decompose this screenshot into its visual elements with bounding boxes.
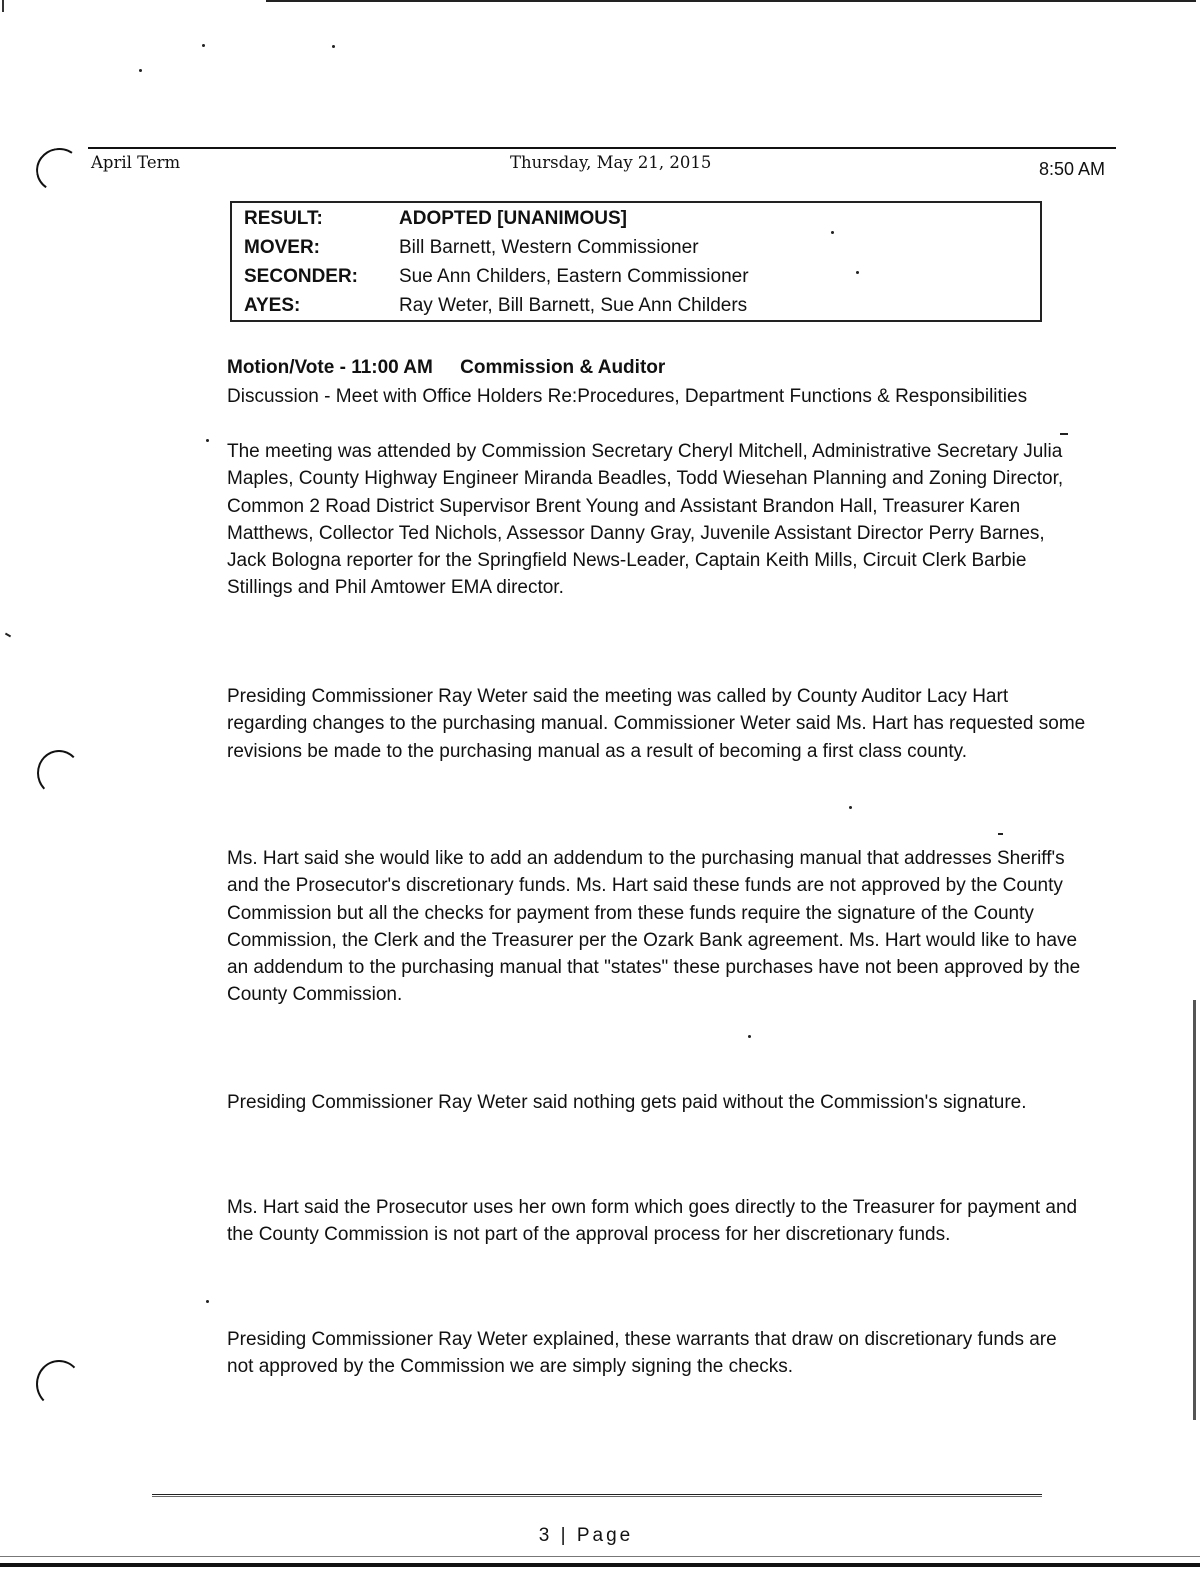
scan-speck [1060,433,1068,435]
scan-speck [748,1035,751,1038]
vote-key: SECONDER: [244,266,359,287]
scan-speck [5,633,11,638]
vote-key: AYES: [244,295,301,316]
motion-label: Motion/Vote - [227,357,346,378]
paragraph: Ms. Hart said she would like to add an addendum to the purchasing manual that addresses Sheriff's and the Prosecutor's discretionary funds. Ms. Hart said these funds are not approved by the County Commission but all the checks for payment from these funds require the signature of the County Commission, the Clerk and the Treasurer per the Ozark Bank agreement. Ms. Hart would like to have an addendum to the purchasing manual that "states" these purchases have not been approved by the County Commission. [227,848,1081,1006]
motion-topic: Commission & Auditor [460,357,666,378]
vote-value: Sue Ann Childers, Eastern Commissioner [399,266,749,287]
punch-hole [36,1360,82,1408]
scan-speck [206,439,209,442]
punch-hole [37,750,81,796]
paragraph-attendees: The meeting was attended by Commission Secretary Cheryl Mitchell, Administrative Secretary Julia Maples, County Highway Engineer Miranda Beadles, Todd Wiesehan Planning and Zoning Director, Common 2 Road District Supervisor Brent Young and Assistant Brandon Hall, Treasurer Karen Matthews, Collector Ted Nichols, Assessor Danny Gray, Juvenile Assistant Director Perry Barnes, Jack Bologna reporter for the Springfield News-Leader, Captain Keith Mills, Circuit Clerk Barbie Stillings and Phil Amtower EMA director. [227,441,1064,599]
scan-speck [202,44,205,47]
scan-speck [849,806,852,809]
footer-rule [152,1494,1042,1495]
vote-result-box [230,201,1042,322]
scan-edge-bottom [0,1563,1200,1567]
paragraph: Presiding Commissioner Ray Weter said nothing gets paid without the Commission's signature. [227,1092,1027,1113]
header-time: 8:50 AM [1039,159,1106,179]
punch-hole [33,144,86,195]
vote-key: RESULT: [244,208,323,229]
scan-mark [2,0,4,12]
paragraph: Presiding Commissioner Ray Weter explained, these warrants that draw on discretionary funds are not approved by the Commission we are simply signing the checks. [227,1329,1057,1378]
vote-value: ADOPTED [UNANIMOUS] [399,208,627,229]
header-rule [88,147,1116,149]
scan-edge-line [266,0,1196,2]
vote-value: Bill Barnett, Western Commissioner [399,237,699,258]
scan-edge-right [1193,1000,1196,1420]
scan-speck [332,45,335,48]
paragraph: Ms. Hart said the Prosecutor uses her own form which goes directly to the Treasurer for payment and the County Commission is not part of the approval process for her discretionary funds. [227,1197,1078,1246]
motion-time: 11:00 AM [351,357,433,378]
scan-speck [998,833,1003,835]
scan-speck [206,1300,209,1303]
header-date: Thursday, May 21, 2015 [510,153,712,172]
scan-edge-bottom [0,1556,1200,1557]
header-term: April Term [91,153,181,172]
scan-speck [139,69,142,72]
paragraph: Presiding Commissioner Ray Weter said the meeting was called by County Auditor Lacy Hart regarding changes to the purchasing manual. Commissioner Weter said Ms. Hart has requested some revisions be made to the purchasing manual as a result of becoming a first class county. [227,686,1086,762]
discussion-line: Discussion - Meet with Office Holders Re:Procedures, Department Functions & Responsibilities [227,386,1028,407]
page-number: 3 | Page [538,1525,634,1546]
motion-heading [227,357,665,379]
footer-rule [152,1496,1042,1497]
vote-key: MOVER: [244,237,320,258]
vote-value: Ray Weter, Bill Barnett, Sue Ann Childers [399,295,748,316]
